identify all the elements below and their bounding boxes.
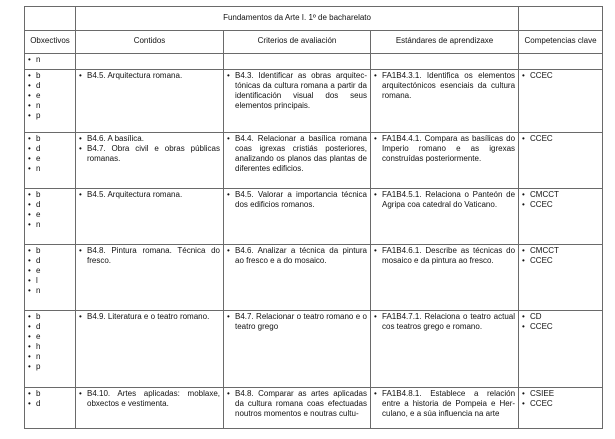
competence-item: • CCEC <box>522 399 599 409</box>
table-row <box>25 189 603 245</box>
objective-item: • e <box>28 210 72 220</box>
competence-item: • CCEC <box>522 322 599 332</box>
content-item: • B4.5. Arquitectura romana. <box>79 190 220 200</box>
objective-item: • b <box>28 312 72 322</box>
criterion-item: • B4.3. Identificar as obras arquitectónicas da cultura romana a partir da identificación visual dos seus elementos principais. <box>227 71 367 111</box>
objective-item: • n <box>28 220 72 230</box>
competences-cell <box>519 388 603 429</box>
objective-item: • d <box>28 81 72 91</box>
criterion-item: • B4.5. Valorar a importancia técnica dos edificios romanos. <box>227 190 367 210</box>
table-row <box>25 54 603 70</box>
standard-item: • FA1B4.6.1. Describe as técnicas do mosaico e da pintura ao fresco. <box>374 246 515 266</box>
objective-item: • b <box>28 71 72 81</box>
competence-item: • CSIEE <box>522 389 599 399</box>
content-item: • B4.5. Arquitectura romana. <box>79 71 220 81</box>
objective-item: • n <box>28 286 72 296</box>
header-competences: Competencias clave <box>519 31 603 54</box>
objectives-cell <box>25 388 76 429</box>
objectives-cell <box>25 311 76 388</box>
criterion-item: • B4.8. Comparar as artes aplicadas da cultura romana coas efectuadas noutros momentos e noutras cultu- <box>227 389 367 419</box>
standards-cell <box>371 133 519 189</box>
contents-cell <box>76 388 224 429</box>
table-title: Fundamentos da Arte I. 1º de bacharelato <box>76 7 519 31</box>
standard-item: • FA1B4.4.1. Compara as basílicas do Imperio romano e as igrexas construídas posteriormente. <box>374 134 515 164</box>
standards-cell <box>371 70 519 133</box>
competences-cell <box>519 311 603 388</box>
contents-cell <box>76 189 224 245</box>
contents-cell <box>76 311 224 388</box>
content-item: • B4.8. Pintura romana. Técnica do fresco. <box>79 246 220 266</box>
objectives-cell <box>25 189 76 245</box>
objective-item: • h <box>28 342 72 352</box>
competence-item: • CCEC <box>522 134 599 144</box>
objective-item: • e <box>28 332 72 342</box>
standards-cell <box>371 245 519 311</box>
objective-item: • e <box>28 266 72 276</box>
standard-item: • FA1B4.5.1. Relaciona o Panteón de Agripa coa catedral do Vaticano. <box>374 190 515 210</box>
criterion-item: • B4.4. Relacionar a basílica romana coas igrexas cristiás posteriores, analizando os planos das plantas de diferentes edificios. <box>227 134 367 174</box>
table-body <box>25 54 603 429</box>
empty-corner-cell <box>25 7 76 31</box>
header-contents: Contidos <box>76 31 224 54</box>
criteria-cell <box>224 133 371 189</box>
objective-item: • n <box>28 352 72 362</box>
criteria-cell <box>224 388 371 429</box>
table-row <box>25 388 603 429</box>
header-criteria: Criterios de avaliación <box>224 31 371 54</box>
competences-cell <box>519 189 603 245</box>
criterion-item: • B4.7. Relacionar o teatro romano e o teatro grego <box>227 312 367 332</box>
objectives-cell <box>25 70 76 133</box>
objectives-cell <box>25 54 76 70</box>
contents-cell <box>76 245 224 311</box>
criteria-cell <box>224 245 371 311</box>
competence-item: • CCEC <box>522 200 599 210</box>
objective-item: • e <box>28 91 72 101</box>
objective-item: • n <box>28 55 72 65</box>
objective-item: • d <box>28 399 72 409</box>
objective-item: • p <box>28 111 72 121</box>
standards-cell <box>371 388 519 429</box>
competence-item: • CD <box>522 312 599 322</box>
standards-cell <box>371 189 519 245</box>
objectives-cell <box>25 133 76 189</box>
objective-item: • p <box>28 362 72 372</box>
table-row <box>25 70 603 133</box>
criteria-cell <box>224 189 371 245</box>
empty-cell <box>371 54 519 70</box>
content-item: • B4.10. Artes aplicadas: moblaxe, obxectos e vestimenta. <box>79 389 220 409</box>
objective-item: • l <box>28 276 72 286</box>
contents-cell <box>76 70 224 133</box>
competences-cell <box>519 133 603 189</box>
standard-item: • FA1B4.3.1. Identifica os elementos arquitectónicos esenciais da cultura romana. <box>374 71 515 101</box>
header-standards: Estándares de aprendizaxe <box>371 31 519 54</box>
competences-cell <box>519 245 603 311</box>
content-item: • B4.7. Obra civil e obras públicas romanas. <box>79 144 220 164</box>
competence-item: • CMCCT <box>522 190 599 200</box>
objective-item: • b <box>28 246 72 256</box>
contents-cell <box>76 133 224 189</box>
table-row <box>25 311 603 388</box>
objective-item: • b <box>28 389 72 399</box>
content-item: • B4.6. A basílica. <box>79 134 220 144</box>
criteria-cell <box>224 311 371 388</box>
competence-item: • CMCCT <box>522 246 599 256</box>
objectives-cell <box>25 245 76 311</box>
competence-item: • CCEC <box>522 71 599 81</box>
objective-item: • n <box>28 164 72 174</box>
competence-item: • CCEC <box>522 256 599 266</box>
table-row <box>25 133 603 189</box>
objective-item: • b <box>28 134 72 144</box>
objective-item: • d <box>28 200 72 210</box>
standards-cell <box>371 311 519 388</box>
criterion-item: • B4.6. Analizar a técnica da pintura ao fresco e a do mosaico. <box>227 246 367 266</box>
header-objectives: Obxectivos <box>25 31 76 54</box>
standard-item: • FA1B4.7.1. Relaciona o teatro actual cos teatros grego e romano. <box>374 312 515 332</box>
curriculum-table <box>24 6 603 429</box>
content-item: • B4.9. Literatura e o teatro romano. <box>79 312 220 322</box>
objective-item: • n <box>28 101 72 111</box>
objective-item: • d <box>28 322 72 332</box>
objective-item: • d <box>28 144 72 154</box>
empty-cell <box>224 54 371 70</box>
standard-item: • FA1B4.8.1. Establece a relación entre a historia de Pompeia e Herculano, e a súa influencia na arte <box>374 389 515 419</box>
objective-item: • e <box>28 154 72 164</box>
table-row <box>25 245 603 311</box>
empty-cell <box>519 54 603 70</box>
empty-corner-cell <box>519 7 603 31</box>
objective-item: • d <box>28 256 72 266</box>
empty-cell <box>76 54 224 70</box>
objective-item: • b <box>28 190 72 200</box>
criteria-cell <box>224 70 371 133</box>
competences-cell <box>519 70 603 133</box>
